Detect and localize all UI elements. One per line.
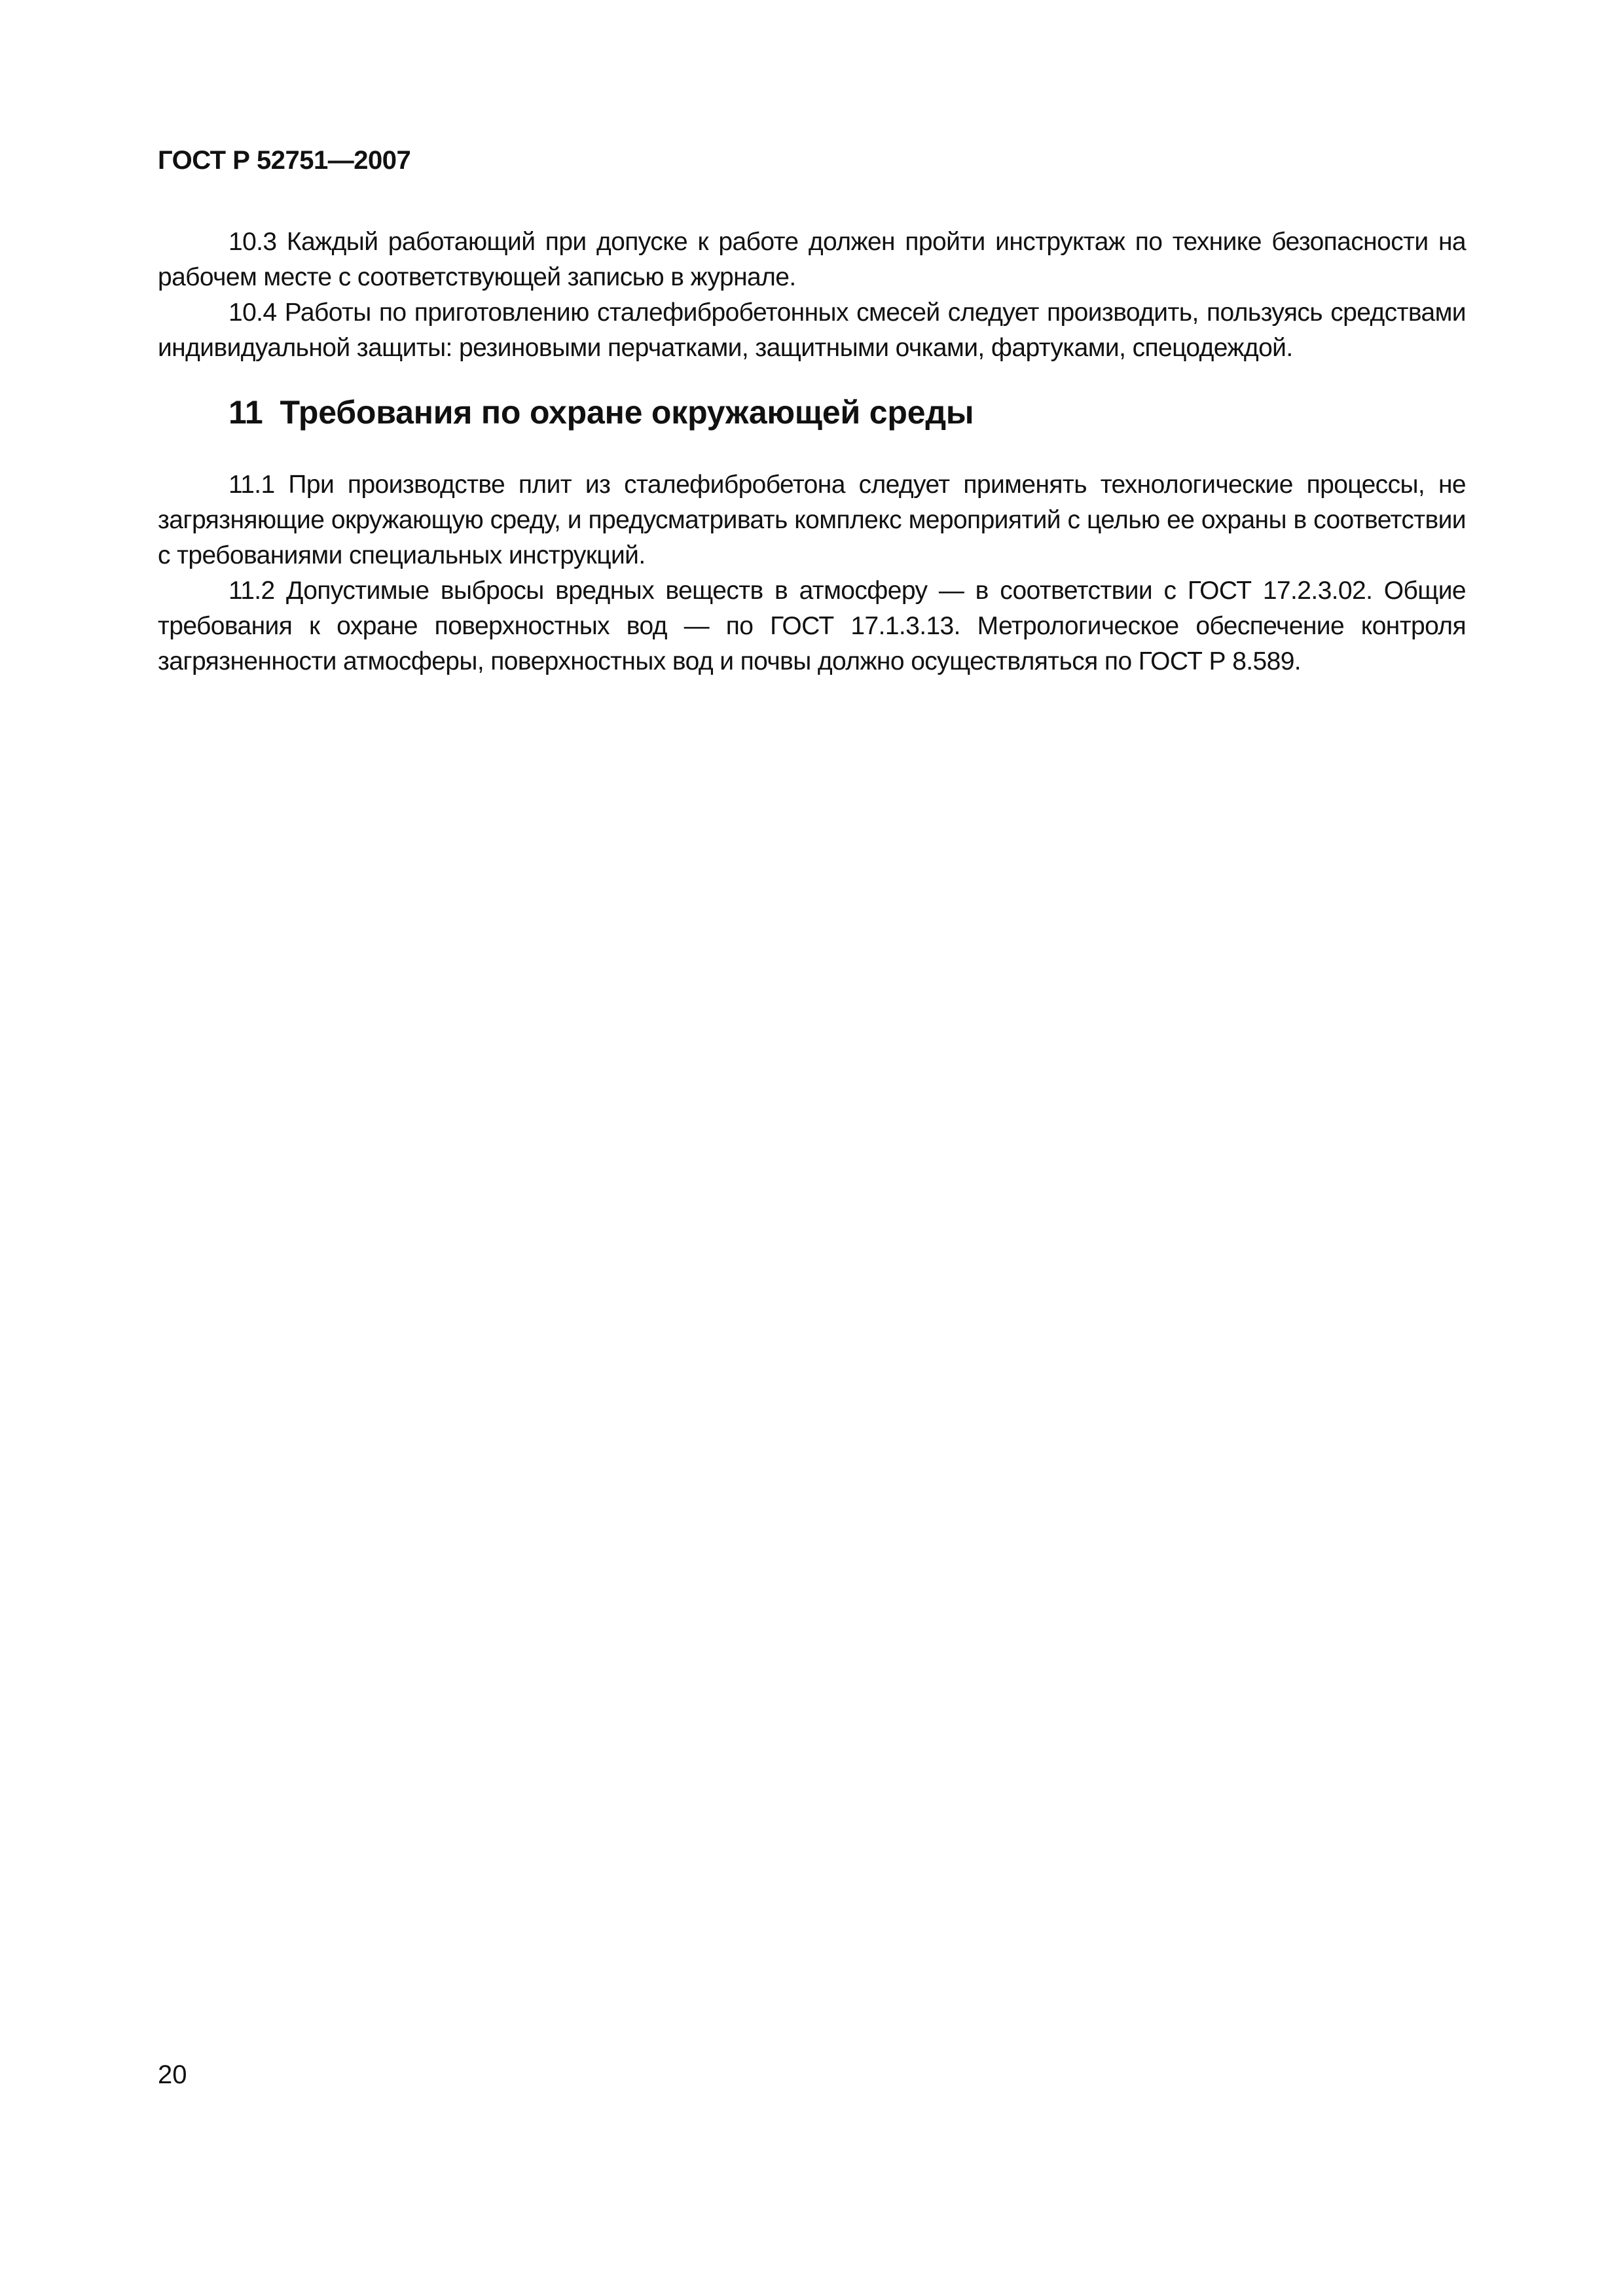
paragraph-11-2: 11.2 Допустимые выбросы вредных веществ в атмосферу — в соответствии с ГОСТ 17.2.3.02. Общие требования к охране поверхностных вод — по ГОСТ 17.1.3.13. Метрологическое обеспечение контроля загрязненности атмосферы, поверхностных вод и почвы должно осуществляться по ГОСТ Р 8.589. bbox=[158, 577, 1466, 675]
paragraph-11-1: 11.1 При производстве плит из сталефибробетона следует применять технологические процессы, не загрязняющие окружающую среду, и предусматривать комплекс мероприятий с целью ее охраны в соответствии с требованиями специальных инструкций. bbox=[158, 471, 1466, 569]
section-11-number: 11 bbox=[228, 394, 263, 431]
paragraph-10-3: 10.3 Каждый работающий при допуске к работе должен пройти инструктаж по технике безопасности на рабочем месте с соответствующей записью в журнале. bbox=[158, 228, 1466, 291]
paragraph-10-4: 10.4 Работы по приготовлению сталефибробетонных смесей следует производить, пользуясь средствами индивидуальной защиты: резиновыми перчатками, защитными очками, фартуками, спецодеждой. bbox=[158, 298, 1466, 362]
section-11-body bbox=[158, 467, 1466, 679]
page-number: 20 bbox=[158, 2060, 187, 2089]
section-10-body bbox=[158, 224, 1466, 366]
document-header-standard-id: ГОСТ Р 52751—2007 bbox=[158, 146, 411, 175]
section-11-heading bbox=[228, 391, 974, 433]
section-11-title: Требования по охране окружающей среды bbox=[280, 394, 974, 431]
